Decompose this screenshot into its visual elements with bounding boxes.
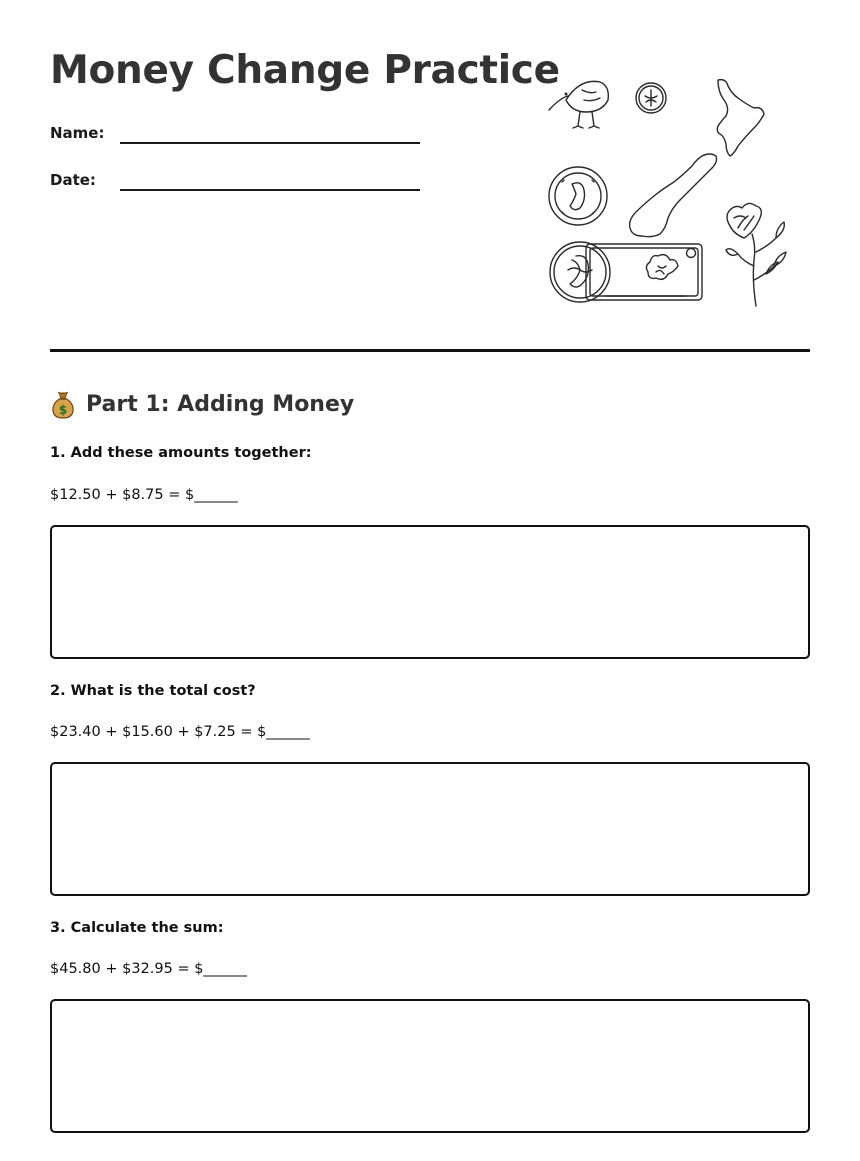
name-field-row xyxy=(50,122,420,144)
name-field[interactable] xyxy=(120,142,420,144)
date-label: Date: xyxy=(50,171,96,189)
question-1-answer-box[interactable] xyxy=(50,525,810,659)
part1-heading xyxy=(50,388,354,420)
svg-text:$: $ xyxy=(58,403,68,417)
question-2-answer-box[interactable] xyxy=(50,762,810,896)
new-zealand-illustration xyxy=(540,70,800,315)
question-3-answer-box[interactable] xyxy=(50,999,810,1133)
question-1-title: 1. Add these amounts together: xyxy=(50,445,312,461)
date-field[interactable] xyxy=(120,189,420,191)
page-title: Money Change Practice xyxy=(50,48,560,93)
question-3-expression: $45.80 + $32.95 = $______ xyxy=(50,961,247,977)
south-island-map-icon xyxy=(630,154,717,237)
large-coin-icon xyxy=(550,242,610,302)
flower-branch-icon xyxy=(726,203,786,306)
money-bag-icon xyxy=(50,389,76,419)
kiwi-bird-icon xyxy=(549,81,608,128)
question-1-expression: $12.50 + $8.75 = $______ xyxy=(50,487,238,503)
part1-title: Part 1: Adding Money xyxy=(86,391,355,417)
date-field-row xyxy=(50,169,420,191)
new-zealand-coin-icon xyxy=(549,167,607,225)
question-3-title: 3. Calculate the sum: xyxy=(50,920,224,936)
north-island-map-icon xyxy=(717,80,764,156)
header-divider xyxy=(50,349,810,352)
question-2-expression: $23.40 + $15.60 + $7.25 = $______ xyxy=(50,724,310,740)
small-coin-icon xyxy=(636,83,666,113)
question-2-title: 2. What is the total cost? xyxy=(50,683,256,699)
name-label: Name: xyxy=(50,124,105,142)
